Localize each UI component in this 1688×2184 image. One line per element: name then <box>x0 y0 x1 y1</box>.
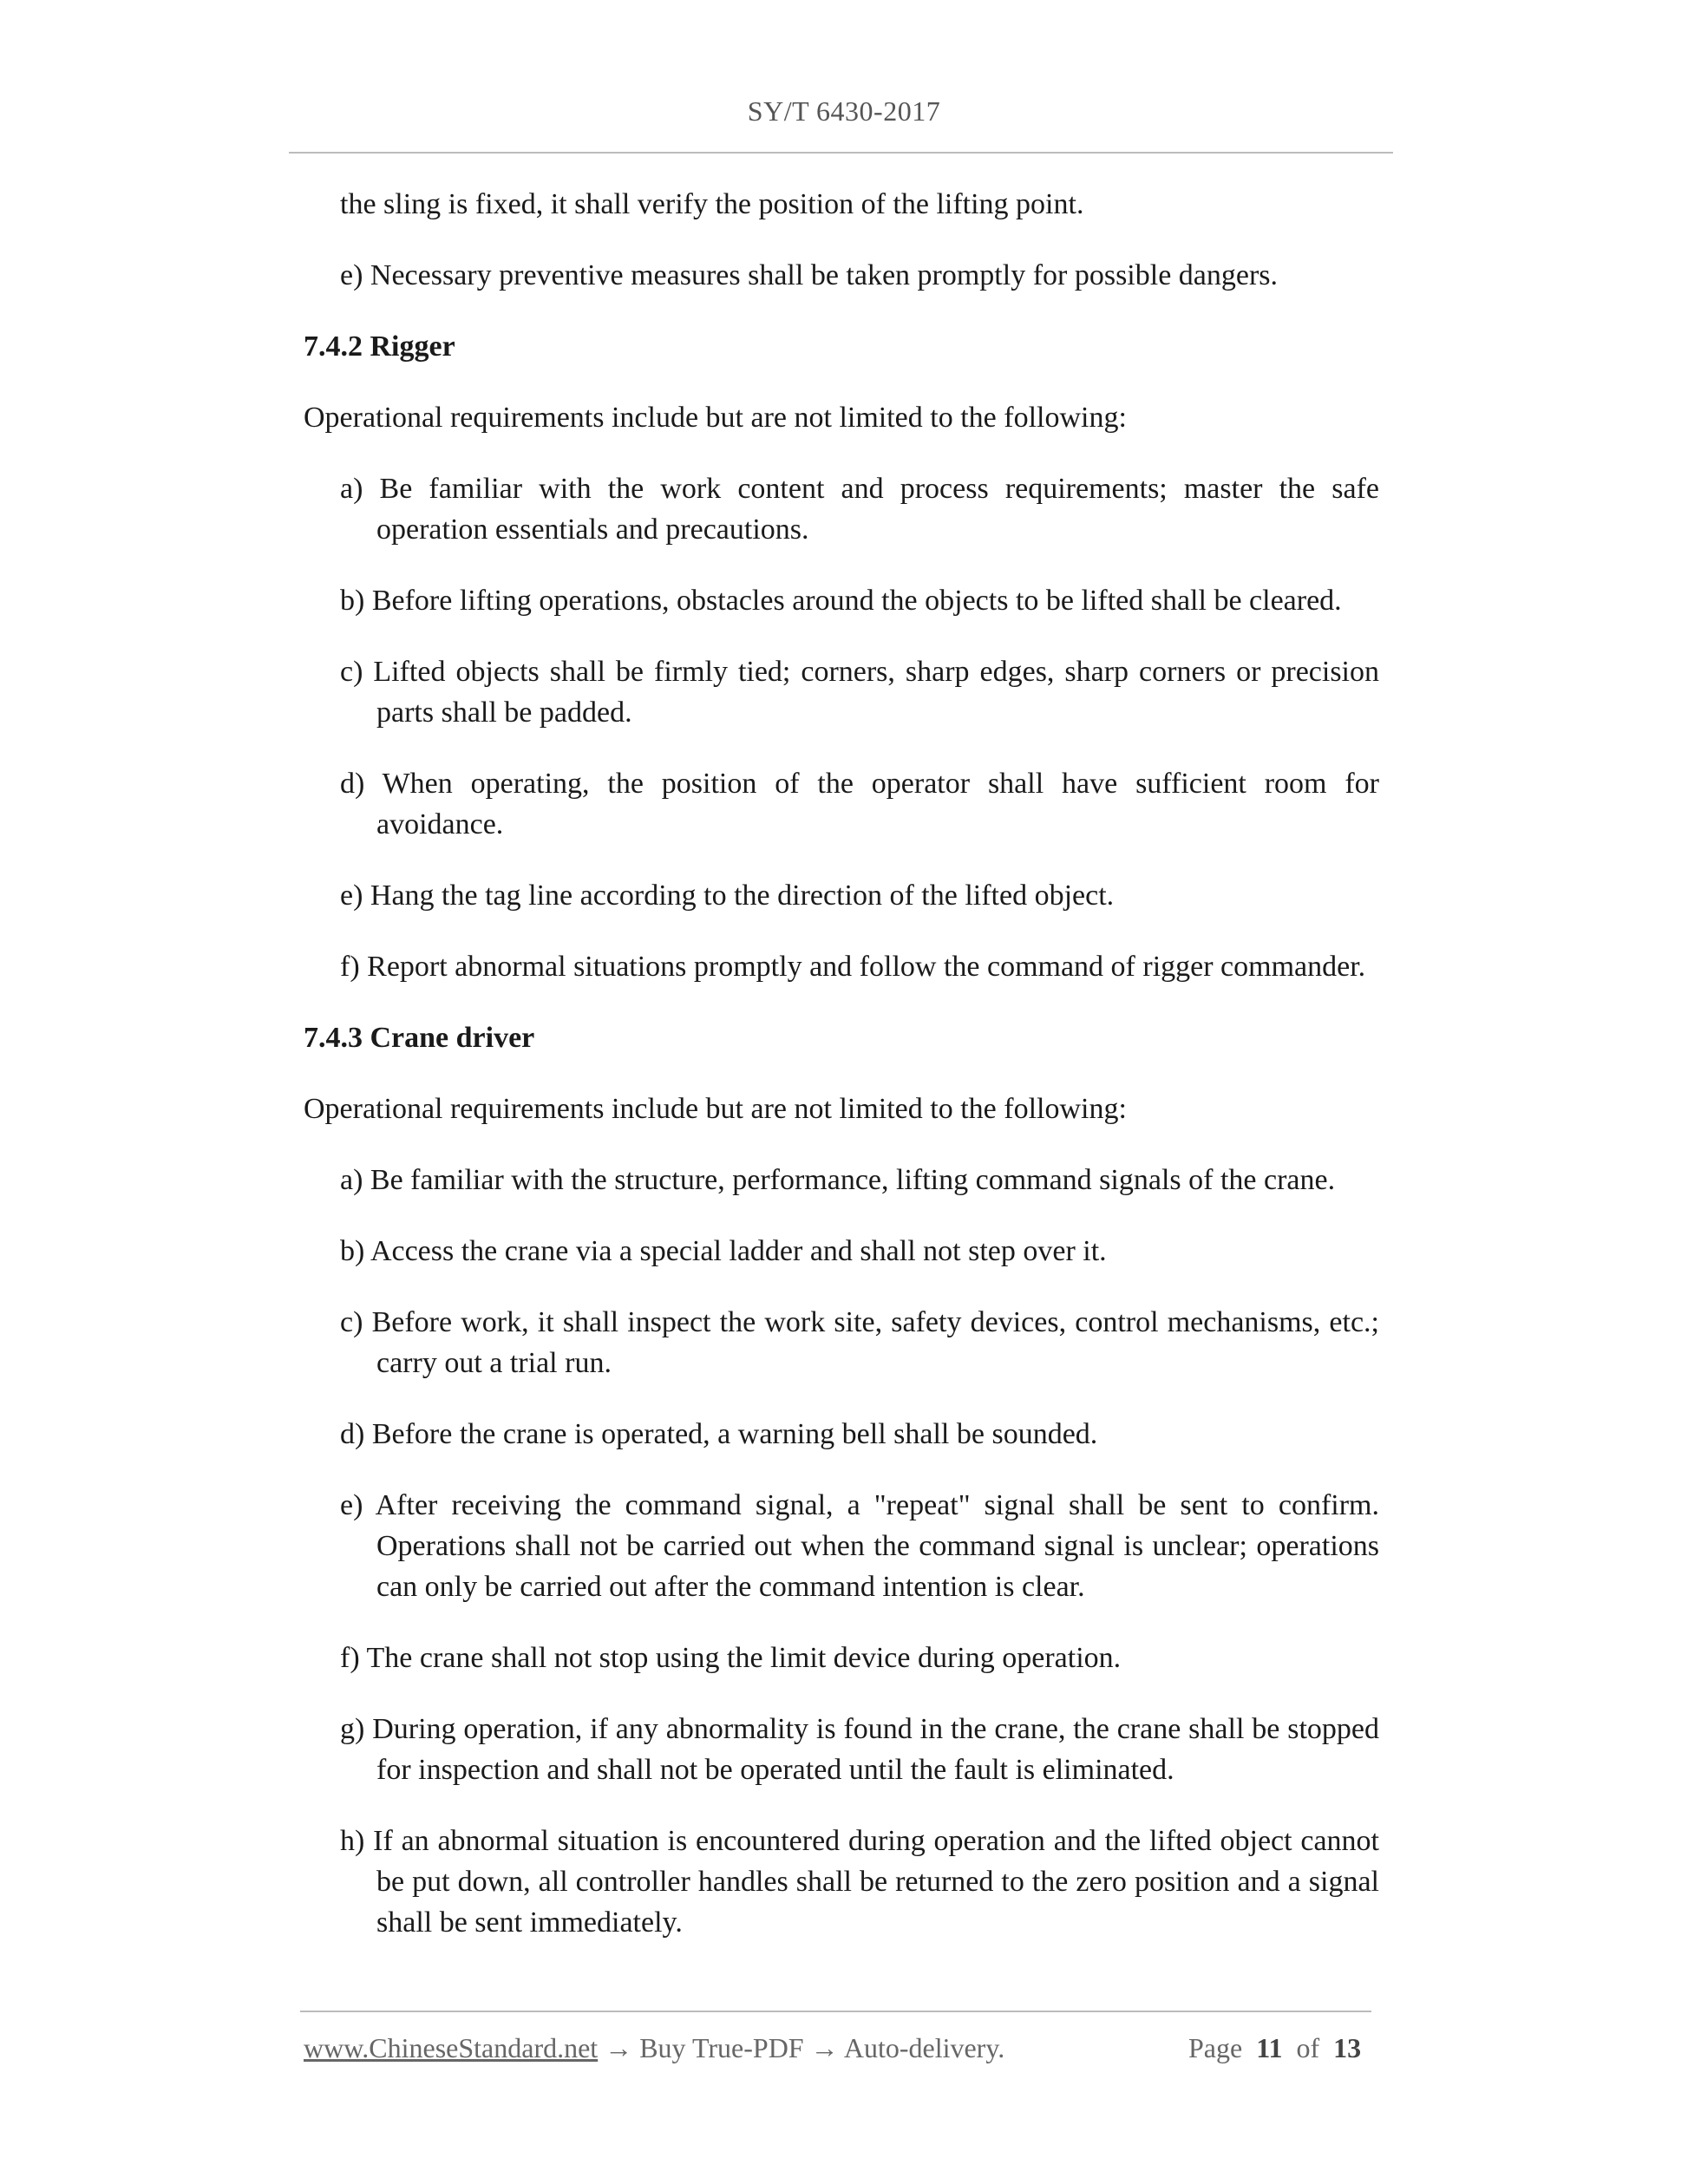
list-item: g) During operation, if any abnormality is found in the crane, the crane shall be stopped for inspection and shall not be operated until the fault is eliminated. <box>340 1713 1379 1786</box>
of-label: of <box>1296 2032 1320 2063</box>
buy-pdf-text: Buy True-PDF <box>639 2032 804 2063</box>
arrow-right-icon: → <box>605 2032 633 2063</box>
list-item: c) Lifted objects shall be firmly tied; corners, sharp edges, sharp corners or precision parts shall be padded. <box>340 656 1379 729</box>
carryover-text: the sling is fixed, it shall verify the position of the lifting point. <box>340 188 1084 220</box>
list-item: a) Be familiar with the work content and process requirements; master the safe operation essentials and precautions. <box>340 473 1379 546</box>
list-item: e) Necessary preventive measures shall be taken promptly for possible dangers. <box>340 259 1279 291</box>
page-current: 11 <box>1256 2032 1283 2063</box>
list-item: e) Hang the tag line according to the direction of the lifted object. <box>340 879 1115 912</box>
section-heading-7-4-2: 7.4.2 Rigger <box>304 330 455 363</box>
list-item: h) If an abnormal situation is encountered during operation and the lifted object cannot be put down, all controller handles shall be returned to the zero position and a signal shall be sent immediately. <box>340 1825 1379 1939</box>
section-intro: Operational requirements include but are not limited to the following: <box>304 1093 1127 1125</box>
footer-divider <box>300 2011 1371 2012</box>
arrow-right-icon: → <box>810 2032 839 2063</box>
list-item: b) Before lifting operations, obstacles around the objects to be lifted shall be cleared. <box>340 585 1342 617</box>
list-item: b) Access the crane via a special ladder and shall not step over it. <box>340 1235 1107 1267</box>
site-link[interactable]: www.ChineseStandard.net <box>304 2032 599 2063</box>
section-heading-7-4-3: 7.4.3 Crane driver <box>304 1022 535 1054</box>
list-item: d) Before the crane is operated, a warning bell shall be sounded. <box>340 1418 1098 1450</box>
page-number <box>1188 2032 1361 2064</box>
list-item: f) The crane shall not stop using the limit device during operation. <box>340 1642 1122 1674</box>
auto-delivery-text: Auto-delivery. <box>843 2032 1005 2063</box>
list-item: e) After receiving the command signal, a "repeat" signal shall be sent to confirm. Operations shall not be carried out when the command signal is unclear; operations can only be carried out after the command intention is clear. <box>340 1489 1379 1603</box>
header-divider <box>289 152 1393 154</box>
list-item: f) Report abnormal situations promptly and follow the command of rigger commander. <box>340 951 1366 983</box>
footer-promo <box>304 2032 1004 2064</box>
list-item: d) When operating, the position of the operator shall have sufficient room for avoidance. <box>340 768 1379 840</box>
list-item: c) Before work, it shall inspect the work site, safety devices, control mechanisms, etc.; carry out a trial run. <box>340 1306 1379 1379</box>
list-item: a) Be familiar with the structure, performance, lifting command signals of the crane. <box>340 1164 1336 1196</box>
page-label: Page <box>1188 2032 1243 2063</box>
page-content <box>304 184 1379 1973</box>
document-id-header: SY/T 6430-2017 <box>747 95 941 127</box>
section-intro: Operational requirements include but are not limited to the following: <box>304 402 1127 434</box>
page-total: 13 <box>1333 2032 1362 2063</box>
